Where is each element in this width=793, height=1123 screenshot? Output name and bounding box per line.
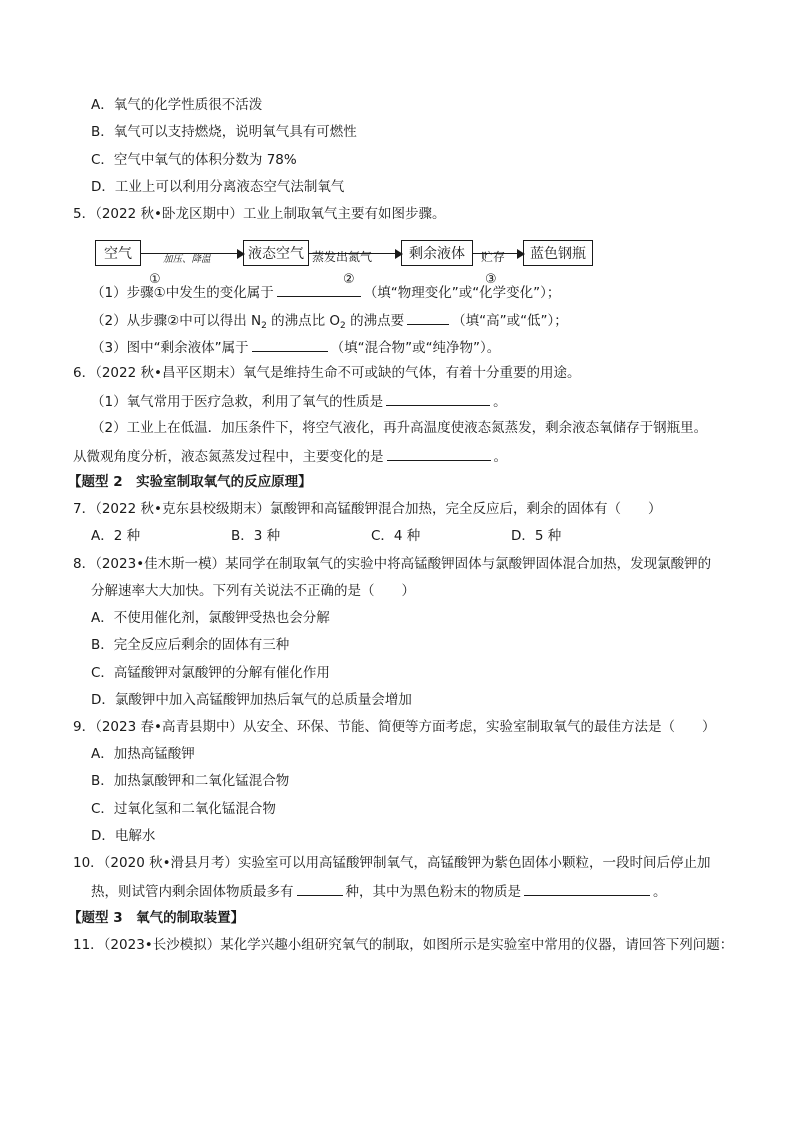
q6-part2: （2）工业上在低温．加压条件下，将空气液化，再升高温度使液态氮蒸发，剩余液态氧储存于钢瓶里。: [91, 420, 708, 436]
q5-part1-hint: （填“物理变化”或“化学变化”）；: [363, 285, 561, 301]
q5-part2-sub2: 2: [340, 321, 346, 331]
flow-arrow-1: [141, 253, 243, 287]
q10-cont-text-b: 种，其中为黑色粉末的物质是: [345, 884, 521, 900]
q4-option-a: A．氧气的化学性质很不活泼: [91, 97, 263, 113]
q5-part3: [91, 337, 500, 357]
q4-option-d: D．工业上可以利用分离液态空气法制氧气: [91, 179, 345, 195]
q7-option-b: B．3 种: [231, 528, 281, 544]
q5-part2-hint: （填“高”或“低”）；: [452, 313, 568, 329]
q5-stem: 5．（2022 秋•卧龙区期中）工业上制取氧气主要有如图步骤。: [73, 206, 446, 222]
q7-options: [91, 527, 651, 545]
q9-option-d: D．电解水: [91, 828, 156, 844]
q8-option-a: A．不使用催化剂，氯酸钾受热也会分解: [91, 610, 330, 626]
q8-option-c: C．高锰酸钾对氯酸钾的分解有催化作用: [91, 665, 330, 681]
flow-arrow-2-label: 蒸发出氮气: [312, 250, 373, 264]
q4-option-b: B．氧气可以支持燃烧，说明氧气具有可燃性: [91, 124, 357, 140]
q6-part1-blank[interactable]: [386, 391, 490, 406]
flow-box-liquid-air: 液态空气: [243, 240, 309, 266]
flow-arrow-1-number: ①: [149, 272, 161, 287]
flow-box-remaining-liquid: 剩余液体: [401, 240, 473, 266]
q9-option-c: C．过氧化氢和二氧化锰混合物: [91, 801, 276, 817]
flow-arrow-3: [473, 250, 523, 287]
q7-option-a: A．2 种: [91, 528, 141, 544]
q5-part2-sub1: 2: [261, 321, 267, 331]
q7-option-c: C．4 种: [371, 528, 421, 544]
q6-part2-cont-end: 。: [493, 449, 507, 465]
flow-box-air: 空气: [95, 240, 141, 266]
q10-cont-text-a: 热，则试管内剩余固体物质最多有: [91, 884, 294, 900]
q6-part2-cont: [73, 446, 507, 466]
q8-stem-cont: 分解速率大大加快。下列有关说法不正确的是（ ）: [91, 583, 415, 599]
section-heading-2: 【题型 2 实验室制取氧气的反应原理】: [68, 474, 312, 490]
q8-option-b: B．完全反应后剩余的固体有三种: [91, 637, 290, 653]
flow-arrow-2: [309, 250, 401, 287]
q5-part1-blank[interactable]: [277, 282, 361, 297]
q5-part3-text: （3）图中“剩余液体”属于: [91, 340, 249, 356]
flow-arrow-3-number: ③: [485, 272, 497, 287]
q10-blank-count[interactable]: [297, 881, 343, 896]
q6-part2-cont-text: 从微观角度分析，液态氮蒸发过程中，主要变化的是: [73, 449, 384, 465]
q5-part1-text: （1）步骤①中发生的变化属于: [91, 285, 274, 301]
q6-part2-blank[interactable]: [387, 446, 491, 461]
q5-part3-blank[interactable]: [252, 337, 328, 352]
q7-stem: 7．（2022 秋•克东县校级期末）氯酸钾和高锰酸钾混合加热，完全反应后，剩余的固体有（ ）: [73, 501, 662, 517]
q5-part2-text-b: 的沸点比 O: [266, 313, 341, 329]
q5-part3-hint: （填“混合物”或“纯净物”）。: [330, 340, 501, 356]
flow-arrow-2-number: ②: [343, 272, 355, 287]
q10-blank-substance[interactable]: [524, 881, 650, 896]
q9-stem: 9．（2023 春•高青县期中）从安全、环保、节能、简便等方面考虑，实验室制取氧气的最佳方法是（ ）: [73, 719, 716, 735]
q5-part2-blank[interactable]: [407, 310, 449, 325]
q6-part1-end: 。: [493, 394, 507, 410]
q10-cont-end: 。: [653, 884, 667, 900]
q10-cont: [91, 881, 667, 901]
q5-part2-text-a: （2）从步骤②中可以得出 N: [91, 313, 262, 329]
flow-arrow-1-label: 加压、降温: [163, 254, 211, 265]
q8-option-d: D．氯酸钾中加入高锰酸钾加热后氧气的总质量会增加: [91, 692, 412, 708]
q10-stem: 10．（2020 秋•滑县月考）实验室可以用高锰酸钾制氧气，高锰酸钾为紫色固体小颗粒，一段时间后停止加: [73, 855, 711, 871]
q9-option-b: B．加热氯酸钾和二氧化锰混合物: [91, 773, 290, 789]
q5-part1: [91, 282, 560, 302]
q9-option-a: A．加热高锰酸钾: [91, 746, 195, 762]
q6-stem: 6．（2022 秋•昌平区期末）氧气是维持生命不可或缺的气体，有着十分重要的用途。: [73, 365, 581, 381]
section-heading-3: 【题型 3 氧气的制取装置】: [68, 910, 245, 926]
flow-arrow-3-label: 贮存: [481, 250, 506, 264]
q4-option-c: C．空气中氧气的体积分数为 78%: [91, 152, 297, 168]
q5-flow-diagram: [95, 237, 605, 287]
flow-box-steel-cylinder: 蓝色钢瓶: [523, 240, 593, 266]
q6-part1-text: （1）氧气常用于医疗急救，利用了氧气的性质是: [91, 394, 384, 410]
q5-part2-text-c: 的沸点要: [345, 313, 405, 329]
q6-part1: [91, 391, 507, 411]
q8-stem: 8．（2023•佳木斯一模）某同学在制取氧气的实验中将高锰酸钾固体与氯酸钾固体混合加热，发现氯酸钾的: [73, 556, 712, 572]
q11-stem: 11．（2023•长沙模拟）某化学兴趣小组研究氧气的制取，如图所示是实验室中常用的仪器，请回答下列问题：: [73, 937, 734, 953]
q7-option-d: D．5 种: [511, 528, 562, 544]
q5-part2: [91, 310, 568, 335]
